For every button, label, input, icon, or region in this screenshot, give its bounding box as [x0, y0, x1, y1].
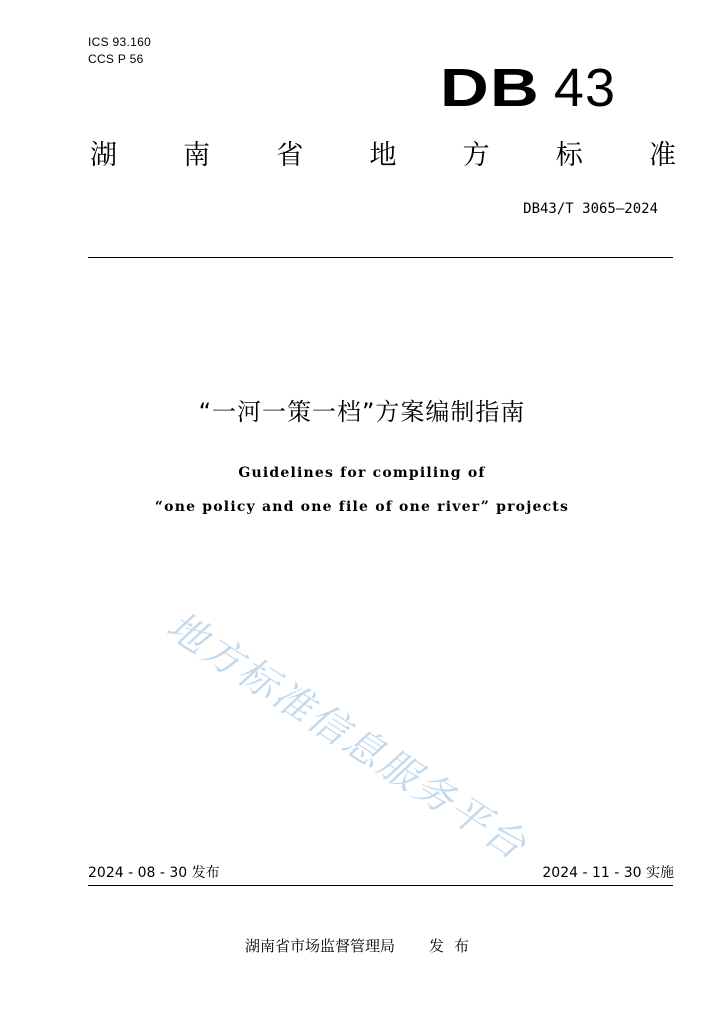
title-english [0, 456, 724, 524]
title-english-line-1: Guidelines for compiling of [238, 465, 486, 481]
top-divider [88, 257, 673, 258]
standard-type-char: 准 [648, 140, 676, 171]
logo-number: 43 [553, 58, 616, 118]
classification-codes [88, 34, 151, 68]
title-english-line-2: “one policy and one file of one river” projects [154, 499, 570, 515]
standard-type-char: 省 [276, 140, 304, 171]
standard-type-char: 标 [555, 140, 583, 171]
issuer-name: 湖南省市场监督管理局 [244, 937, 395, 955]
bottom-divider [88, 885, 673, 886]
standard-number: DB43/T 3065—2024 [523, 201, 658, 217]
ics-code: ICS 93.160 [88, 35, 152, 49]
standard-type-char: 地 [369, 140, 397, 171]
standard-type-char: 湖 [90, 140, 117, 171]
issuing-authority [0, 934, 724, 958]
issuer-action: 发布 [429, 937, 480, 955]
implementation-date: 2024 - 11 - 30 实施 [542, 865, 674, 881]
ccs-code: CCS P 56 [88, 52, 144, 66]
issue-date: 2024 - 08 - 30 发布 [88, 865, 220, 881]
standard-type-char: 方 [462, 140, 490, 171]
standard-type-char: 南 [183, 140, 211, 171]
db43-logo [439, 58, 616, 118]
watermark-text: 地方标准信息服务平台 [158, 603, 536, 871]
title-chinese: “一河一策一档”方案编制指南 [198, 398, 526, 426]
logo-prefix: DB [439, 58, 540, 118]
standard-type-heading [90, 136, 676, 176]
